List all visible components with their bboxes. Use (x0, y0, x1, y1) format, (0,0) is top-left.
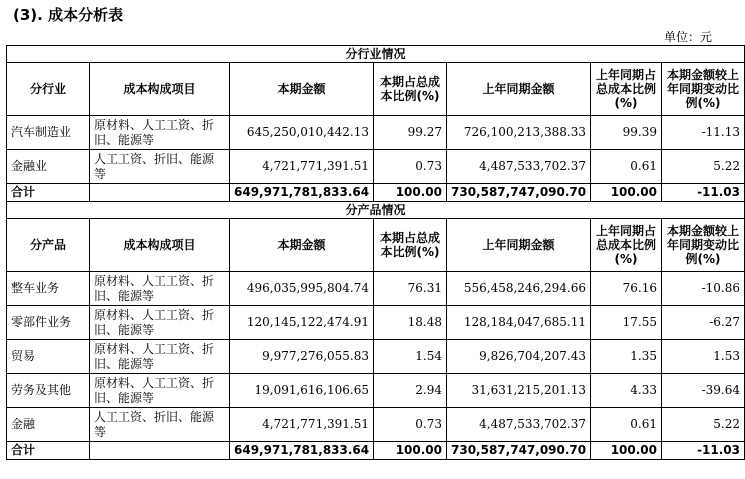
industry_section-title-row (7, 46, 745, 63)
table-cell: 原材料、人工工资、折旧、能源等 (90, 116, 230, 150)
table-cell: 9,826,704,207.43 (447, 340, 591, 374)
table-row (7, 272, 745, 306)
table-cell: 4,721,771,391.51 (230, 408, 374, 442)
column-header: 分行业 (7, 63, 90, 116)
table-cell: 4,721,771,391.51 (230, 150, 374, 184)
table-cell: 贸易 (7, 340, 90, 374)
table-cell: 76.31 (374, 272, 447, 306)
total-cell: 合计 (7, 184, 90, 202)
table-cell: 18.48 (374, 306, 447, 340)
table-cell: 4.33 (591, 374, 662, 408)
table-cell: 原材料、人工工资、折旧、能源等 (90, 272, 230, 306)
table-row (7, 306, 745, 340)
column-header: 本期占总成本比例(%) (374, 63, 447, 116)
total-cell: 合计 (7, 442, 90, 460)
column-header: 本期金额较上年同期变动比例(%) (662, 219, 745, 272)
table-cell: 120,145,122,474.91 (230, 306, 374, 340)
section-title: 分产品情况 (7, 202, 745, 219)
total-cell: -11.03 (662, 184, 745, 202)
table-cell: 0.73 (374, 408, 447, 442)
table-row (7, 374, 745, 408)
table-cell: 2.94 (374, 374, 447, 408)
table-cell: 9,977,276,055.83 (230, 340, 374, 374)
product_section-header-row (7, 219, 745, 272)
total-cell: -11.03 (662, 442, 745, 460)
table-cell: 99.27 (374, 116, 447, 150)
table-cell: 99.39 (591, 116, 662, 150)
table-cell: 496,035,995,804.74 (230, 272, 374, 306)
table-cell: 原材料、人工工资、折旧、能源等 (90, 306, 230, 340)
table-cell: 金融业 (7, 150, 90, 184)
table-cell: 1.35 (591, 340, 662, 374)
total-cell (90, 442, 230, 460)
industry_section-header-row (7, 63, 745, 116)
table-row (7, 408, 745, 442)
industry_section-total-row (7, 184, 745, 202)
table-cell: 1.53 (662, 340, 745, 374)
table-cell: 整车业务 (7, 272, 90, 306)
table-cell: 5.22 (662, 150, 745, 184)
table-row (7, 150, 745, 184)
table-cell: 19,091,616,106.65 (230, 374, 374, 408)
total-cell (90, 184, 230, 202)
total-cell: 100.00 (591, 184, 662, 202)
table-cell: 0.61 (591, 150, 662, 184)
table-cell: 人工工资、折旧、能源等 (90, 150, 230, 184)
total-cell: 649,971,781,833.64 (230, 442, 374, 460)
table-cell: 金融 (7, 408, 90, 442)
product_section-total-row (7, 442, 745, 460)
table-cell: 76.16 (591, 272, 662, 306)
table-cell: -10.86 (662, 272, 745, 306)
column-header: 上年同期占总成本比例(%) (591, 219, 662, 272)
column-header: 上年同期占总成本比例(%) (591, 63, 662, 116)
column-header: 本期金额 (230, 219, 374, 272)
table-cell: 汽车制造业 (7, 116, 90, 150)
table-cell: 17.55 (591, 306, 662, 340)
total-cell: 100.00 (591, 442, 662, 460)
column-header: 本期金额较上年同期变动比例(%) (662, 63, 745, 116)
table-cell: 31,631,215,201.13 (447, 374, 591, 408)
table-cell: 726,100,213,388.33 (447, 116, 591, 150)
table-cell: 128,184,047,685.11 (447, 306, 591, 340)
column-header: 上年同期金额 (447, 63, 591, 116)
table-row (7, 116, 745, 150)
unit-label: 单位：元 (663, 30, 712, 44)
table-cell: 556,458,246,294.66 (447, 272, 591, 306)
table-cell: 0.73 (374, 150, 447, 184)
total-cell: 649,971,781,833.64 (230, 184, 374, 202)
table-row (7, 340, 745, 374)
table-cell: 原材料、人工工资、折旧、能源等 (90, 374, 230, 408)
table-cell: -39.64 (662, 374, 745, 408)
total-cell: 730,587,747,090.70 (447, 184, 591, 202)
column-header: 上年同期金额 (447, 219, 591, 272)
section-title: 分行业情况 (7, 46, 745, 63)
total-cell: 100.00 (374, 184, 447, 202)
table-cell: 4,487,533,702.37 (447, 408, 591, 442)
column-header: 分产品 (7, 219, 90, 272)
cost-analysis-table (6, 45, 745, 460)
table-cell: 零部件业务 (7, 306, 90, 340)
table-cell: 645,250,010,442.13 (230, 116, 374, 150)
table-cell: 0.61 (591, 408, 662, 442)
column-header: 成本构成项目 (90, 63, 230, 116)
table-cell: -11.13 (662, 116, 745, 150)
table-cell: 1.54 (374, 340, 447, 374)
table-cell: 劳务及其他 (7, 374, 90, 408)
total-cell: 100.00 (374, 442, 447, 460)
column-header: 本期金额 (230, 63, 374, 116)
section-heading: (3). 成本分析表 (13, 6, 124, 24)
column-header: 成本构成项目 (90, 219, 230, 272)
table-cell: 人工工资、折旧、能源等 (90, 408, 230, 442)
table-cell: 4,487,533,702.37 (447, 150, 591, 184)
table-cell: 原材料、人工工资、折旧、能源等 (90, 340, 230, 374)
total-cell: 730,587,747,090.70 (447, 442, 591, 460)
table-cell: -6.27 (662, 306, 745, 340)
product_section-title-row (7, 202, 745, 219)
column-header: 本期占总成本比例(%) (374, 219, 447, 272)
table-cell: 5.22 (662, 408, 745, 442)
